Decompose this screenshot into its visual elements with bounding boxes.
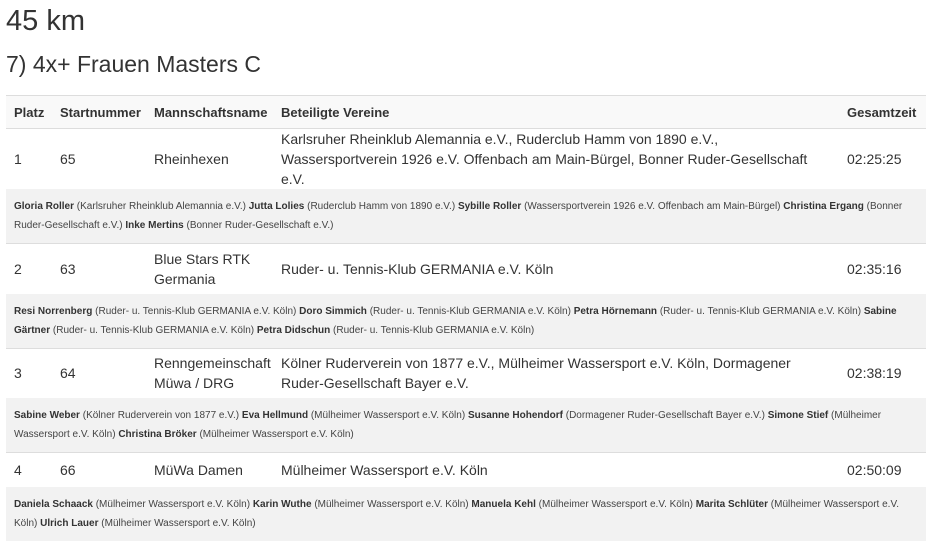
header-vereine: Beteiligte Vereine — [281, 104, 390, 120]
cell-startnummer: 65 — [60, 151, 76, 167]
crew-member-name: Inke Mertins — [125, 220, 184, 231]
cell-vereine: Ruder- u. Tennis-Klub GERMANIA e.V. Köln — [281, 260, 554, 277]
crew-member-club: (Ruderclub Hamm von 1890 e.V.) — [307, 201, 456, 212]
crew-row — [6, 294, 926, 349]
crew-member — [468, 410, 765, 421]
cell-zeit: 02:38:19 — [847, 365, 902, 382]
table-row — [6, 453, 926, 487]
crew-member-name: Doro Simmich — [299, 305, 367, 317]
crew-member — [257, 325, 534, 336]
crew-member — [574, 306, 861, 317]
crew-member-club: (Ruder- u. Tennis-Klub GERMANIA e.V. Köln) — [659, 305, 862, 317]
cell-platz: 2 — [14, 260, 22, 277]
crew-member — [125, 220, 333, 231]
crew-member-name: Petra Hörnemann — [573, 305, 658, 317]
cell-platz: 3 — [14, 365, 22, 382]
crew-member-club: (Mülheimer Wassersport e.V. Köln) — [199, 429, 354, 440]
crew-member-name: Gloria Roller — [14, 201, 75, 212]
crew-member-name: Simone Stief — [767, 410, 829, 421]
crew-member-name: Petra Didschun — [256, 324, 331, 336]
cell-startnummer: 64 — [60, 365, 76, 382]
cell-mannschaft: MüWa Damen — [154, 461, 243, 478]
crew-member — [299, 306, 571, 317]
crew-member-club: (Ruder- u. Tennis-Klub GERMANIA e.V. Köln) — [369, 305, 571, 317]
crew-member-club: (Karlsruher Rheinklub Alemannia e.V.) — [76, 201, 246, 212]
cell-vereine: Kölner Ruderverein von 1877 e.V., Mülheimer Wassersport e.V. Köln, Dormagener Ruder-Gesellschaft Bayer e.V. — [281, 355, 791, 392]
cell-zeit: 02:50:09 — [847, 461, 902, 478]
cell-mannschaft: Rheinhexen — [154, 151, 229, 167]
table-row — [6, 244, 926, 294]
crew-member — [14, 410, 239, 421]
crew-member-club: (Mülheimer Wassersport e.V. Köln) — [101, 517, 256, 529]
crew-member-club: (Ruder- u. Tennis-Klub GERMANIA e.V. Köln) — [333, 324, 535, 336]
crew-member — [40, 518, 255, 529]
cell-vereine: Karlsruher Rheinklub Alemannia e.V., Ruderclub Hamm von 1890 e.V., Wassersportverein 1926 e.V. Offenbach am Main-Bürgel, Bonner Ruder-Gesellschaft e.V. — [281, 131, 808, 187]
crew-member-name: Marita Schlüter — [695, 498, 768, 510]
crew-member-name: Christina Ergang — [783, 201, 864, 212]
crew-member-name: Ulrich Lauer — [40, 517, 99, 529]
crew-row — [6, 189, 926, 244]
cell-zeit: 02:25:25 — [847, 151, 902, 167]
cell-platz: 4 — [14, 461, 22, 478]
race-title: 7) 4x+ Frauen Masters C — [6, 51, 262, 77]
crew-member — [242, 410, 465, 421]
cell-mannschaft: Blue Stars RTK Germania — [154, 250, 251, 287]
header-platz: Platz — [14, 104, 45, 120]
crew-list — [6, 487, 926, 541]
crew-member-name: Manuela Kehl — [471, 498, 536, 510]
crew-member-name: Sabine Gärtner — [14, 305, 897, 336]
crew-list — [6, 189, 926, 244]
crew-member-club: (Mülheimer Wassersport e.V. Köln) — [14, 498, 899, 529]
crew-member-name: Daniela Schaack — [14, 498, 93, 510]
crew-member-club: (Ruder- u. Tennis-Klub GERMANIA e.V. Köln) — [95, 305, 297, 317]
results-table — [6, 95, 926, 541]
table-row — [6, 348, 926, 398]
table-header-row — [6, 96, 926, 129]
crew-member-club: (Mülheimer Wassersport e.V. Köln) — [14, 410, 882, 440]
crew-member-name: Christina Bröker — [118, 429, 197, 440]
crew-member-club: (Mülheimer Wassersport e.V. Köln) — [95, 498, 251, 510]
crew-member-name: Sabine Weber — [14, 410, 80, 421]
crew-member-club: (Mülheimer Wassersport e.V. Köln) — [310, 410, 466, 421]
crew-member — [253, 499, 469, 510]
crew-member-club: (Kölner Ruderverein von 1877 e.V.) — [82, 410, 240, 421]
cell-startnummer: 66 — [60, 461, 76, 478]
crew-member-name: Karin Wuthe — [252, 498, 312, 510]
crew-row — [6, 487, 926, 541]
crew-member-club: (Ruder- u. Tennis-Klub GERMANIA e.V. Köln) — [52, 324, 255, 336]
header-gesamtzeit: Gesamtzeit — [847, 104, 917, 120]
crew-member-club: (Bonner Ruder-Gesellschaft e.V.) — [186, 220, 334, 231]
cell-mannschaft: Renngemeinschaft Müwa / DRG — [154, 355, 271, 392]
crew-member — [118, 429, 353, 440]
header-mannschaftsname: Mannschaftsname — [154, 104, 268, 120]
table-row — [6, 129, 926, 190]
crew-member-club: (Mülheimer Wassersport e.V. Köln) — [314, 498, 469, 510]
crew-member — [14, 306, 296, 317]
distance-heading: 45 km — [6, 5, 85, 37]
cell-platz: 1 — [14, 151, 22, 167]
crew-list — [6, 294, 926, 349]
crew-member — [458, 201, 781, 212]
crew-member — [14, 499, 250, 510]
crew-row — [6, 398, 926, 453]
crew-member-club: (Wassersportverein 1926 e.V. Offenbach am Main-Bürgel) — [524, 201, 781, 212]
crew-member — [14, 201, 246, 212]
crew-member-name: Resi Norrenberg — [14, 305, 93, 317]
crew-list — [6, 398, 926, 453]
crew-member-club: (Mülheimer Wassersport e.V. Köln) — [538, 498, 693, 510]
results-body — [6, 129, 926, 541]
crew-member-club: (Bonner Ruder-Gesellschaft e.V.) — [14, 201, 903, 231]
crew-member-name: Susanne Hohendorf — [467, 410, 563, 421]
crew-member-name: Eva Hellmund — [241, 410, 309, 421]
crew-member-name: Jutta Lolies — [248, 201, 305, 212]
crew-member — [471, 499, 693, 510]
crew-member-club: (Dormagener Ruder-Gesellschaft Bayer e.V.) — [565, 410, 765, 421]
crew-member-name: Sybille Roller — [457, 201, 522, 212]
header-startnummer: Startnummer — [60, 104, 141, 120]
cell-startnummer: 63 — [60, 260, 76, 277]
cell-zeit: 02:35:16 — [847, 260, 902, 277]
crew-member — [249, 201, 455, 212]
cell-vereine: Mülheimer Wassersport e.V. Köln — [281, 461, 488, 478]
